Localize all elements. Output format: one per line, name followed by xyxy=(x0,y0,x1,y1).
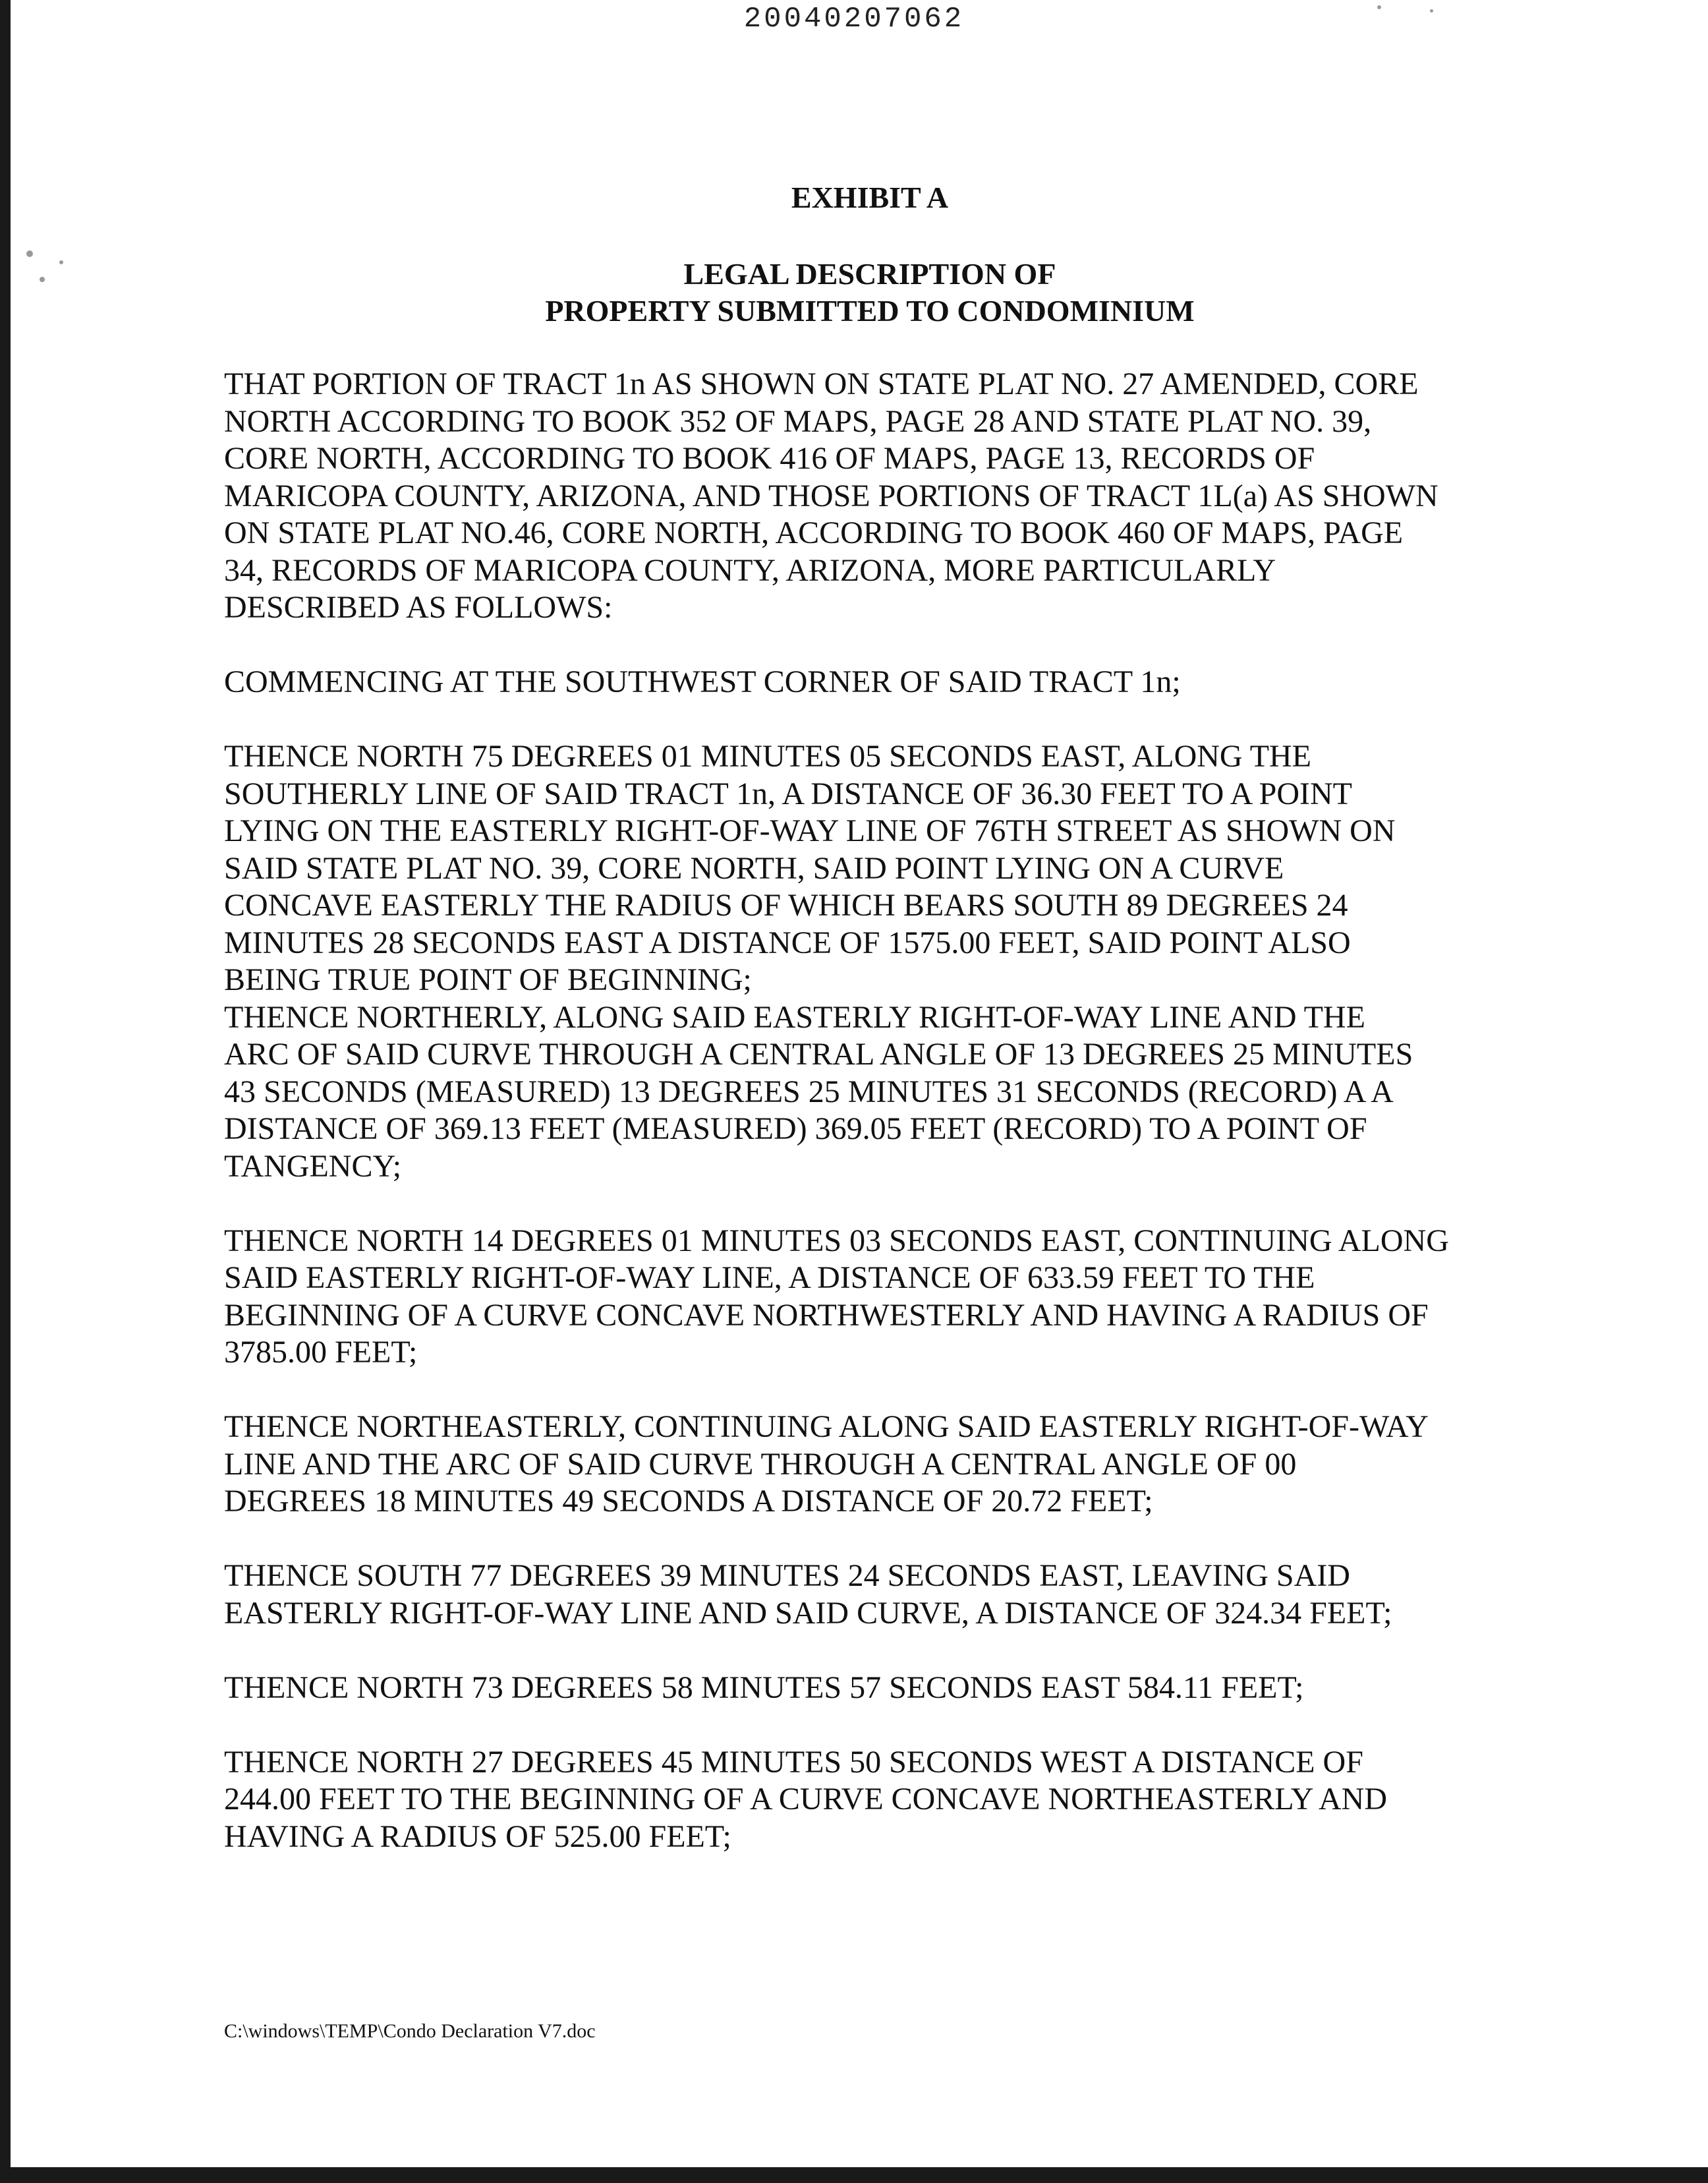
paragraph-commencing: COMMENCING AT THE SOUTHWEST CORNER OF SAID TRACT 1n; xyxy=(224,664,1181,699)
paragraph-course-3: THENCE NORTH 14 DEGREES 01 MINUTES 03 SECONDS EAST, CONTINUING ALONG SAID EASTERLY RIGHT-OF-WAY LINE, A DISTANCE OF 633.59 FEET TO THE BEGINNING OF A CURVE CONCAVE NORTHWESTERLY AND HAVING A RADIUS OF 3785.00 FEET; xyxy=(224,1223,1449,1370)
subtitle-line-2: PROPERTY SUBMITTED TO CONDOMINIUM xyxy=(545,294,1195,328)
subtitle-line-1: LEGAL DESCRIPTION OF xyxy=(683,257,1056,291)
document-number: 20040207062 xyxy=(743,3,965,36)
paragraph-course-7: THENCE NORTH 27 DEGREES 45 MINUTES 50 SECONDS WEST A DISTANCE OF 244.00 FEET TO THE BEGINNING OF A CURVE CONCAVE NORTHEASTERLY AND HAVING A RADIUS OF 525.00 FEET; xyxy=(224,1744,1388,1854)
paragraph-course-2: THENCE NORTHERLY, ALONG SAID EASTERLY RIGHT-OF-WAY LINE AND THE ARC OF SAID CURVE THROUGH A CENTRAL ANGLE OF 13 DEGREES 25 MINUTES 43 SECONDS (MEASURED) 13 DEGREES 25 MINUTES 31 SECONDS (RECORD) A A DISTANCE OF 369.13 FEET (MEASURED) 369.05 FEET (RECORD) TO A POINT OF TANGENCY; xyxy=(224,999,1413,1184)
paragraph-course-1: THENCE NORTH 75 DEGREES 01 MINUTES 05 SECONDS EAST, ALONG THE SOUTHERLY LINE OF SAID TRACT 1n, A DISTANCE OF 36.30 FEET TO A POINT LYING ON THE EASTERLY RIGHT-OF-WAY LINE OF 76TH STREET AS SHOWN ON SAID STATE PLAT NO. 39, CORE NORTH, SAID POINT LYING ON A CURVE CONCAVE EASTERLY THE RADIUS OF WHICH BEARS SOUTH 89 DEGREES 24 MINUTES 28 SECONDS EAST A DISTANCE OF 1575.00 FEET, SAID POINT ALSO BEING TRUE POINT OF BEGINNING; xyxy=(224,739,1396,997)
paragraph-course-6: THENCE NORTH 73 DEGREES 58 MINUTES 57 SECONDS EAST 584.11 FEET; xyxy=(224,1670,1304,1705)
footer-file-path: C:\windows\TEMP\Condo Declaration V7.doc xyxy=(224,2020,596,2042)
paragraph-course-5: THENCE SOUTH 77 DEGREES 39 MINUTES 24 SECONDS EAST, LEAVING SAID EASTERLY RIGHT-OF-WAY LINE AND SAID CURVE, A DISTANCE OF 324.34 FEET; xyxy=(224,1558,1392,1631)
scan-bottom-border xyxy=(0,2167,1708,2183)
paragraph-intro: THAT PORTION OF TRACT 1n AS SHOWN ON STATE PLAT NO. 27 AMENDED, CORE NORTH ACCORDING TO BOOK 352 OF MAPS, PAGE 28 AND STATE PLAT NO. 39, CORE NORTH, ACCORDING TO BOOK 416 OF MAPS, PAGE 13, RECORDS OF MARICOPA COUNTY, ARIZONA, AND THOSE PORTIONS OF TRACT 1L(a) AS SHOWN ON STATE PLAT NO.46, CORE NORTH, ACCORDING TO BOOK 460 OF MAPS, PAGE 34, RECORDS OF MARICOPA COUNTY, ARIZONA, MORE PARTICULARLY DESCRIBED AS FOLLOWS: xyxy=(224,366,1438,625)
legal-description-body xyxy=(224,366,1542,1893)
exhibit-title: EXHIBIT A xyxy=(791,181,949,214)
document-subtitle xyxy=(0,256,1708,330)
paragraph-course-4: THENCE NORTHEASTERLY, CONTINUING ALONG SAID EASTERLY RIGHT-OF-WAY LINE AND THE ARC OF SAID CURVE THROUGH A CENTRAL ANGLE OF 00 DEGREES 18 MINUTES 49 SECONDS A DISTANCE OF 20.72 FEET; xyxy=(224,1409,1429,1519)
